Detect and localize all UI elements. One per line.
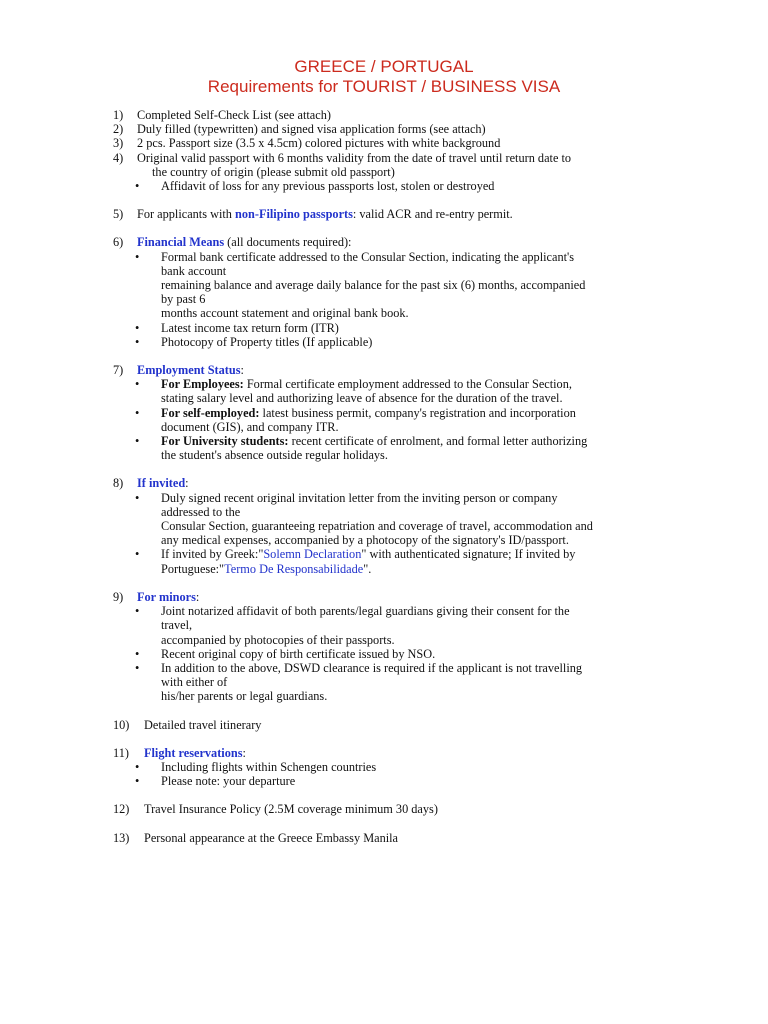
list-item [113, 151, 713, 165]
bullet-item [113, 760, 713, 774]
item-number: 13) [113, 830, 130, 845]
flight-reservations-heading: Flight reservations [144, 745, 243, 760]
item-text: Duly filled (typewritten) and signed visa application forms (see attach) [137, 122, 486, 137]
bullet-continuation: remaining balance and average daily balance for the past six (6) months, accompanied [161, 278, 586, 293]
item-number: 10) [113, 717, 130, 732]
bullet-label: For self-employed: [161, 405, 260, 420]
item-text: : [242, 745, 246, 760]
item-text: Detailed travel itinerary [144, 717, 262, 732]
bullet-item [113, 406, 713, 420]
item-number: 6) [113, 235, 124, 250]
item-number: 11) [113, 745, 129, 760]
item-text: 2 pcs. Passport size (3.5 x 4.5cm) colored pictures with white background [137, 136, 501, 151]
bullet-text: latest business permit, company's registration and incorporation [259, 405, 576, 420]
bullet-text: recent certificate of enrolment, and formal letter authorizing [288, 434, 588, 449]
bullet-text: Photocopy of Property titles (If applicable) [161, 334, 373, 349]
bullet-item [113, 335, 713, 349]
bullet-continuation: any medical expenses, accompanied by a photocopy of the signatory's ID/passport. [161, 533, 569, 548]
item-text: : [195, 589, 200, 604]
item-number: 1) [113, 108, 124, 122]
document-subtitle: Requirements for TOURIST / BUSINESS VISA [207, 77, 561, 96]
bullet-text: Portuguese:" [161, 561, 225, 576]
bullet-text: Duly signed recent original invitation letter from the inviting person or company [161, 490, 558, 505]
bullet-icon: • [135, 646, 140, 661]
bullet-text: ". [363, 561, 372, 576]
bullet-item [113, 179, 713, 193]
bullet-continuation [113, 562, 713, 576]
list-item [113, 476, 713, 490]
if-invited-heading: If invited [137, 476, 186, 491]
bullet-label: For Employees: [161, 377, 244, 392]
list-item [113, 746, 713, 760]
document-title: GREECE / PORTUGAL [294, 57, 474, 76]
bullet-continuation: stating salary level and authorizing leave of absence for the duration of the travel. [161, 391, 563, 406]
bullet-continuation: bank account [161, 263, 227, 278]
item-text: For applicants with [137, 207, 236, 222]
non-filipino-passports-link[interactable]: non-Filipino passports [235, 207, 353, 222]
bullet-icon: • [135, 490, 140, 505]
list-item [113, 363, 713, 377]
list-item [113, 590, 713, 604]
item-number: 3) [113, 136, 124, 151]
bullet-continuation: by past 6 [161, 292, 206, 307]
list-item [113, 718, 713, 732]
item-text: : [185, 476, 189, 491]
item-text: : [240, 363, 244, 378]
item-text: Completed Self-Check List (see attach) [137, 108, 331, 122]
list-item [113, 235, 713, 249]
item-text: (all documents required): [224, 235, 352, 250]
bullet-text: If invited by Greek:" [161, 547, 264, 562]
item-number: 4) [113, 150, 124, 165]
bullet-continuation: months account statement and original bank book. [161, 306, 409, 321]
bullet-icon: • [135, 377, 140, 392]
bullet-icon: • [135, 334, 140, 349]
list-item [113, 108, 713, 122]
bullet-item [113, 250, 713, 264]
bullet-item [113, 774, 713, 788]
bullet-continuation: the student's absence outside regular holidays. [161, 448, 388, 463]
item-number: 7) [113, 363, 124, 378]
bullet-text: Including flights within Schengen countries [161, 759, 377, 774]
bullet-text: Formal certificate employment addressed to the Consular Section, [243, 377, 572, 392]
requirements-list [113, 108, 713, 845]
list-item [113, 802, 713, 816]
bullet-item [113, 547, 713, 561]
bullet-item [113, 377, 713, 391]
item-text: Original valid passport with 6 months validity from the date of travel until return date to [137, 150, 572, 165]
bullet-icon: • [135, 660, 140, 675]
list-item [113, 136, 713, 150]
bullet-icon: • [135, 249, 140, 264]
item-text: Travel Insurance Policy (2.5M coverage minimum 30 days) [144, 802, 438, 817]
list-item [113, 831, 713, 845]
bullet-item [113, 434, 713, 448]
bullet-item [113, 647, 713, 661]
item-text: : valid ACR and re-entry permit. [352, 207, 513, 222]
bullet-icon: • [135, 774, 140, 789]
bullet-icon: • [135, 179, 140, 194]
employment-status-heading: Employment Status [137, 363, 241, 378]
bullet-text: In addition to the above, DSWD clearance is required if the applicant is not travelling [161, 660, 583, 675]
for-minors-heading: For minors [137, 589, 196, 604]
item-number: 2) [113, 122, 124, 137]
bullet-icon: • [135, 547, 140, 562]
termo-de-responsabilidade-link[interactable]: Termo De Responsabilidade [224, 561, 364, 576]
bullet-item [113, 321, 713, 335]
list-item [113, 122, 713, 136]
item-number: 5) [113, 207, 124, 222]
bullet-text: Formal bank certificate addressed to the Consular Section, indicating the applicant's [161, 249, 575, 264]
bullet-icon: • [135, 604, 140, 619]
bullet-text: Latest income tax return form (ITR) [161, 320, 339, 335]
bullet-continuation: Consular Section, guaranteeing repatriation and coverage of travel, accommodation and [161, 519, 593, 534]
bullet-text: Please note: your departure [161, 774, 296, 789]
bullet-continuation: document (GIS), and company ITR. [161, 419, 339, 434]
list-item [113, 207, 713, 221]
financial-means-heading: Financial Means [137, 235, 225, 250]
bullet-continuation: his/her parents or legal guardians. [161, 689, 328, 704]
bullet-continuation: with either of [161, 675, 228, 690]
bullet-continuation: travel, [161, 618, 193, 633]
bullet-label: For University students: [161, 434, 289, 449]
bullet-icon: • [135, 320, 140, 335]
bullet-continuation: addressed to the [161, 504, 241, 519]
item-number: 12) [113, 802, 130, 817]
item-number: 8) [113, 476, 124, 491]
bullet-text: Recent original copy of birth certificate issued by NSO. [161, 646, 436, 661]
bullet-text: Affidavit of loss for any previous passports lost, stolen or destroyed [161, 179, 495, 194]
bullet-text: " with authenticated signature; If invited by [361, 547, 576, 562]
item-text: Personal appearance at the Greece Embassy Manila [144, 830, 399, 845]
item-number: 9) [113, 589, 124, 604]
item-continuation: the country of origin (please submit old passport) [152, 164, 395, 179]
bullet-icon: • [135, 759, 140, 774]
bullet-text: Joint notarized affidavit of both parents/legal guardians giving their consent for the [161, 604, 570, 619]
bullet-item [113, 661, 713, 675]
bullet-continuation: accompanied by photocopies of their passports. [161, 632, 395, 647]
solemn-declaration-link[interactable]: Solemn Declaration [263, 547, 362, 562]
bullet-item [113, 604, 713, 618]
bullet-icon: • [135, 405, 140, 420]
bullet-icon: • [135, 434, 140, 449]
bullet-item [113, 491, 713, 505]
